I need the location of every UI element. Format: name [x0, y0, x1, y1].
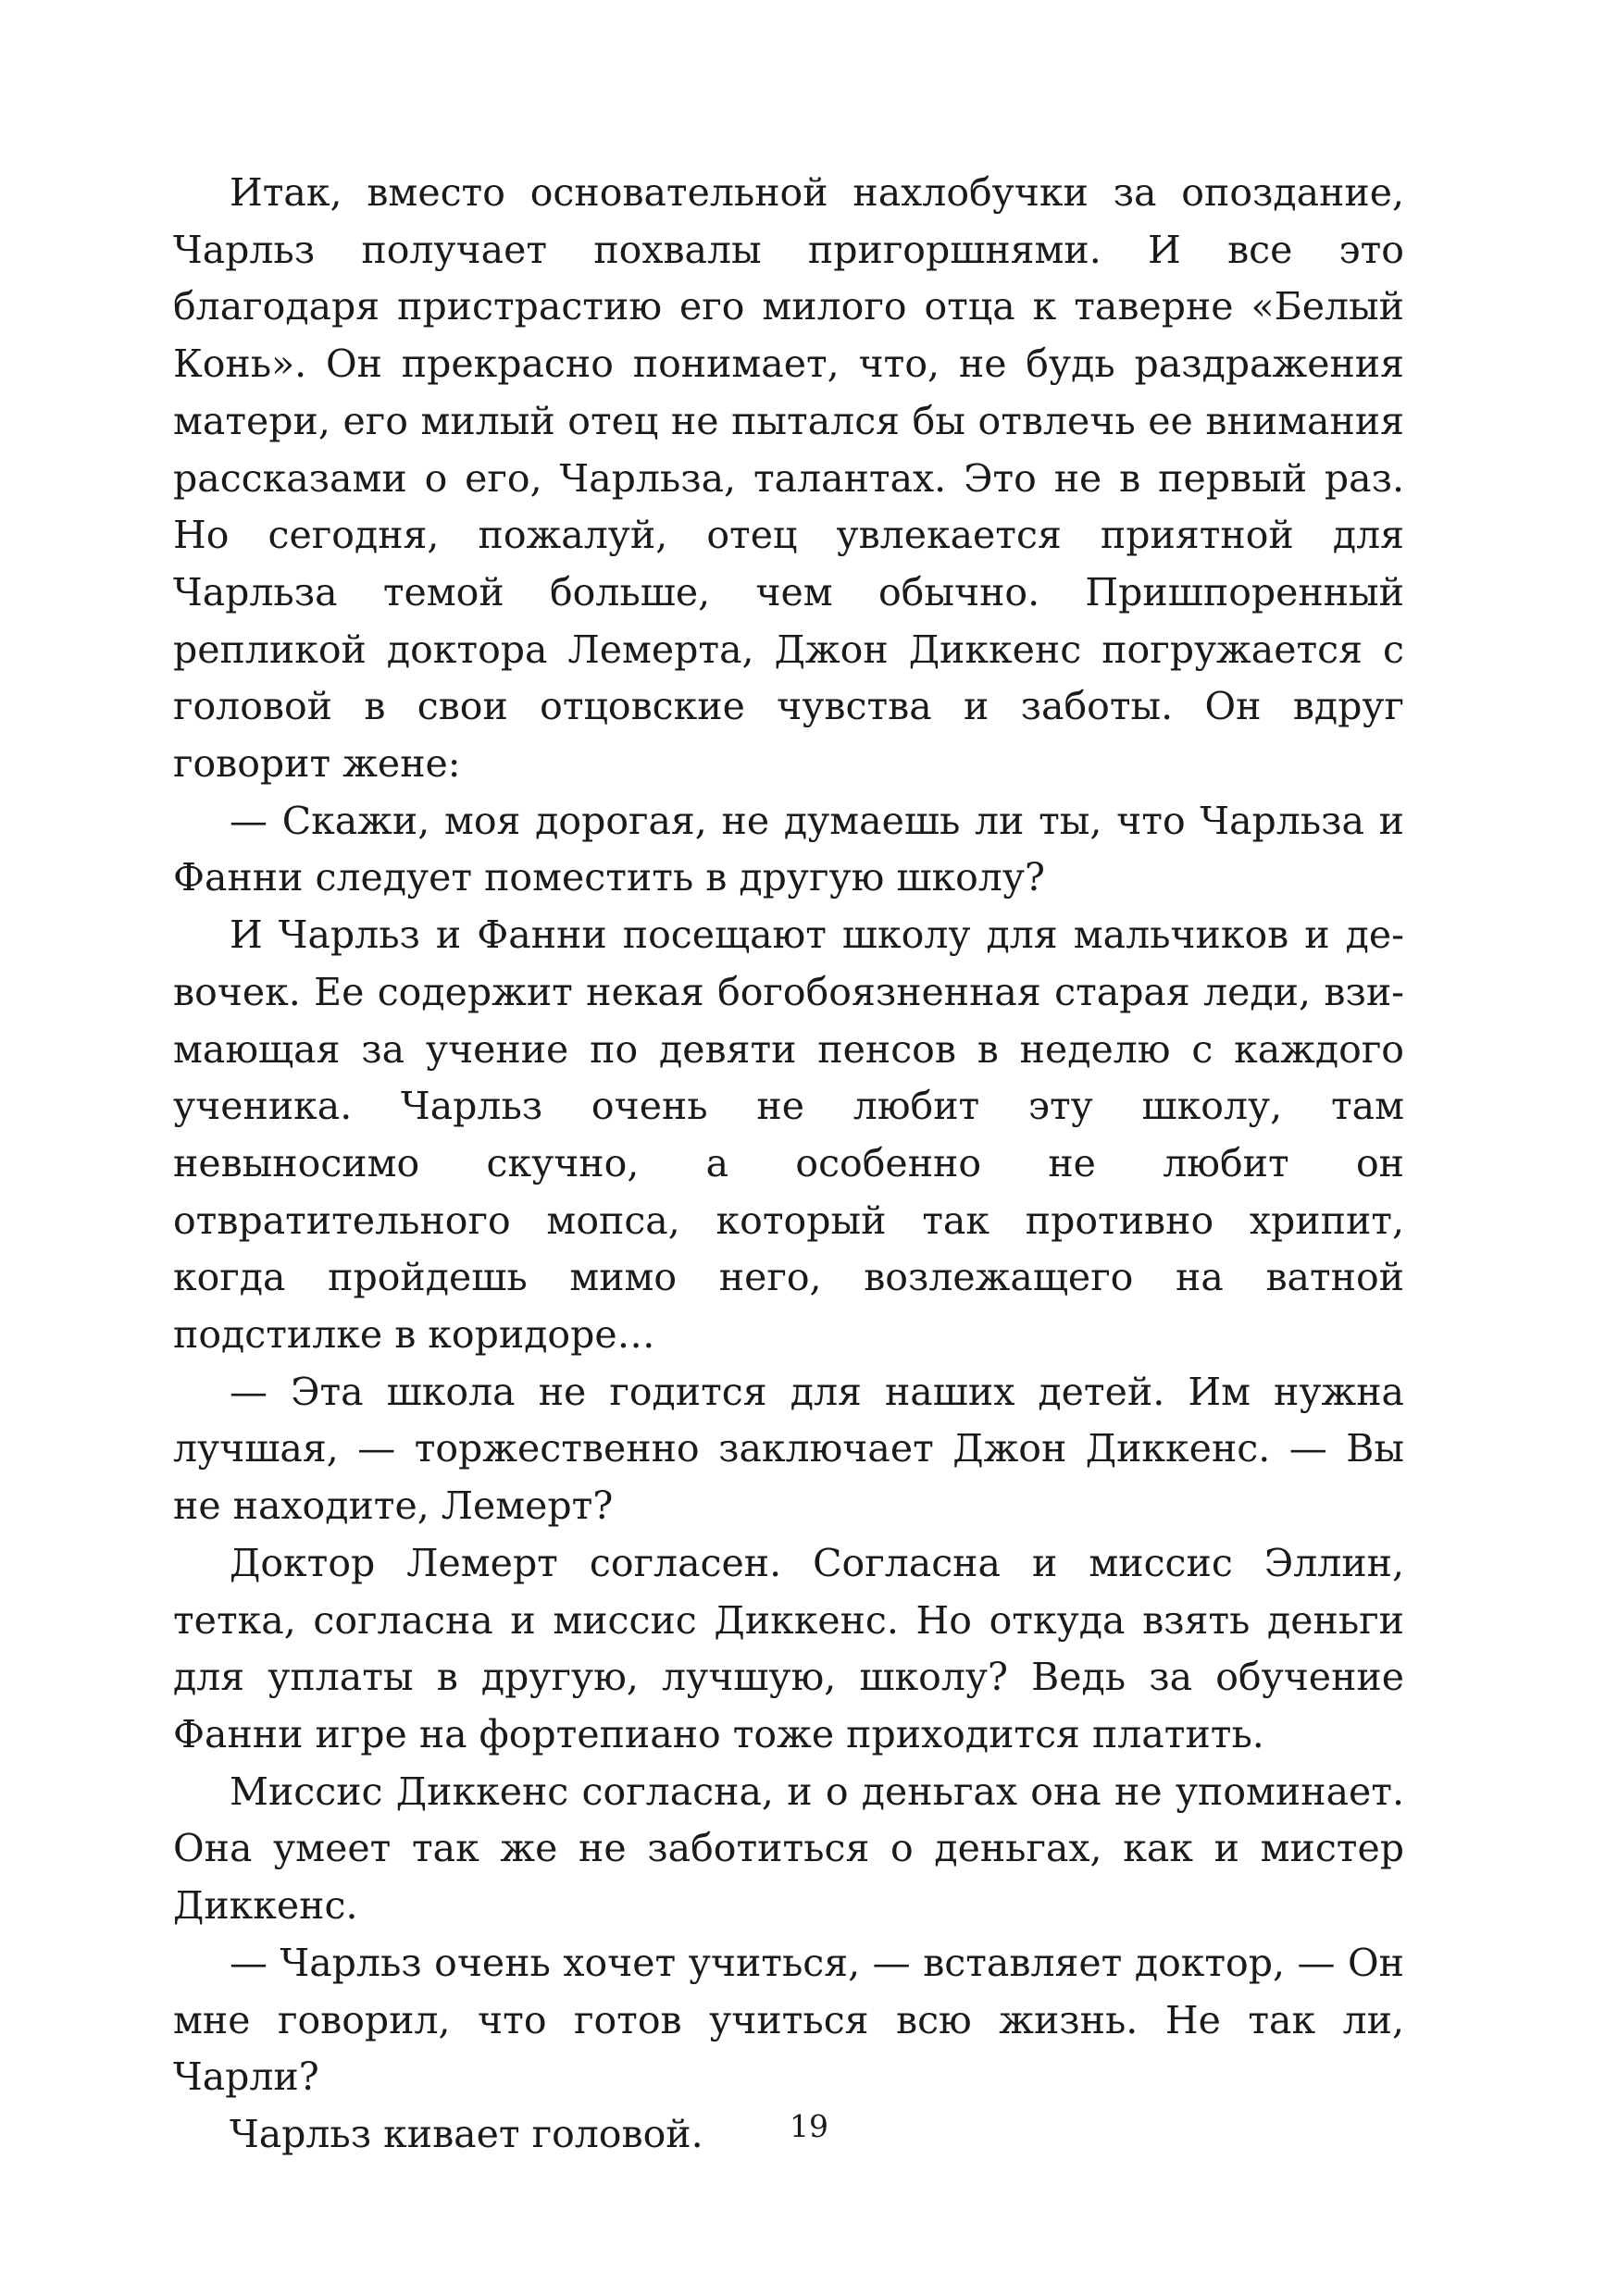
- paragraph-5: Доктор Лемерт согласен. Согласна и миссис Эллин, тетка, согласна и миссис Диккенс. Но откуда взять деньги для уплаты в другую, лучшую, школу? Ведь за обучение Фанни игре на фортепиано тоже приходится платить.: [173, 1540, 1404, 1756]
- paragraph-3: И Чарльз и Фанни посещают школу для мальчиков и девочек. Ее содержит некая богобоязненная старая леди, взимающая за учение по девяти пенсов в неделю с каждого ученика. Чарльз очень не любит эту школу, там невыносимо скучно, а особенно не любит он отвратительного мопса, который так противно хрипит, когда пройдешь мимо него, возлежащего на ватной подстилке в коридоре…: [173, 912, 1404, 1358]
- body-text: [173, 165, 1404, 2164]
- paragraph-1: Итак, вместо основательной нахлобучки за опоздание, Чарльз получает похвалы пригоршнями. И все это благодаря пристрастию его милого отца к таверне «Белый Конь». Он прекрасно понимает, что, не будь раздражения матери, его милый отец не пытался бы отвлечь ее внимания рассказами о его, Чарльза, талантах. Это не в первый раз. Но сегодня, пожалуй, отец увлекается приятной для Чарльза темой больше, чем обычно. Пришпоренный репликой доктора Лемерта, Джон Диккенс погружается с головой в свои отцовские чувства и заботы. Он вдруг говорит жене:: [173, 170, 1404, 787]
- paragraph-8: Чарльз кивает головой.: [230, 2111, 703, 2156]
- paragraph-7: — Чарльз очень хочет учиться, — вставляет доктор, — Он мне говорил, что готов учиться всю жизнь. Не так ли, Чарли?: [173, 1940, 1404, 2100]
- page-number: 19: [790, 2108, 828, 2144]
- paragraph-6: Миссис Диккенс согласна, и о деньгах она не упоминает. Она умеет так же не заботиться о деньгах, как и мистер Диккенс.: [173, 1769, 1404, 1929]
- paragraph-2: — Скажи, моя дорогая, не думаешь ли ты, что Чарльза и Фанни следует поместить в другую школу?: [173, 798, 1404, 900]
- paragraph-4: — Эта школа не годится для наших детей. Им нужна лучшая, — торжественно заключает Джон Диккенс. — Вы не находите, Лемерт?: [173, 1369, 1404, 1529]
